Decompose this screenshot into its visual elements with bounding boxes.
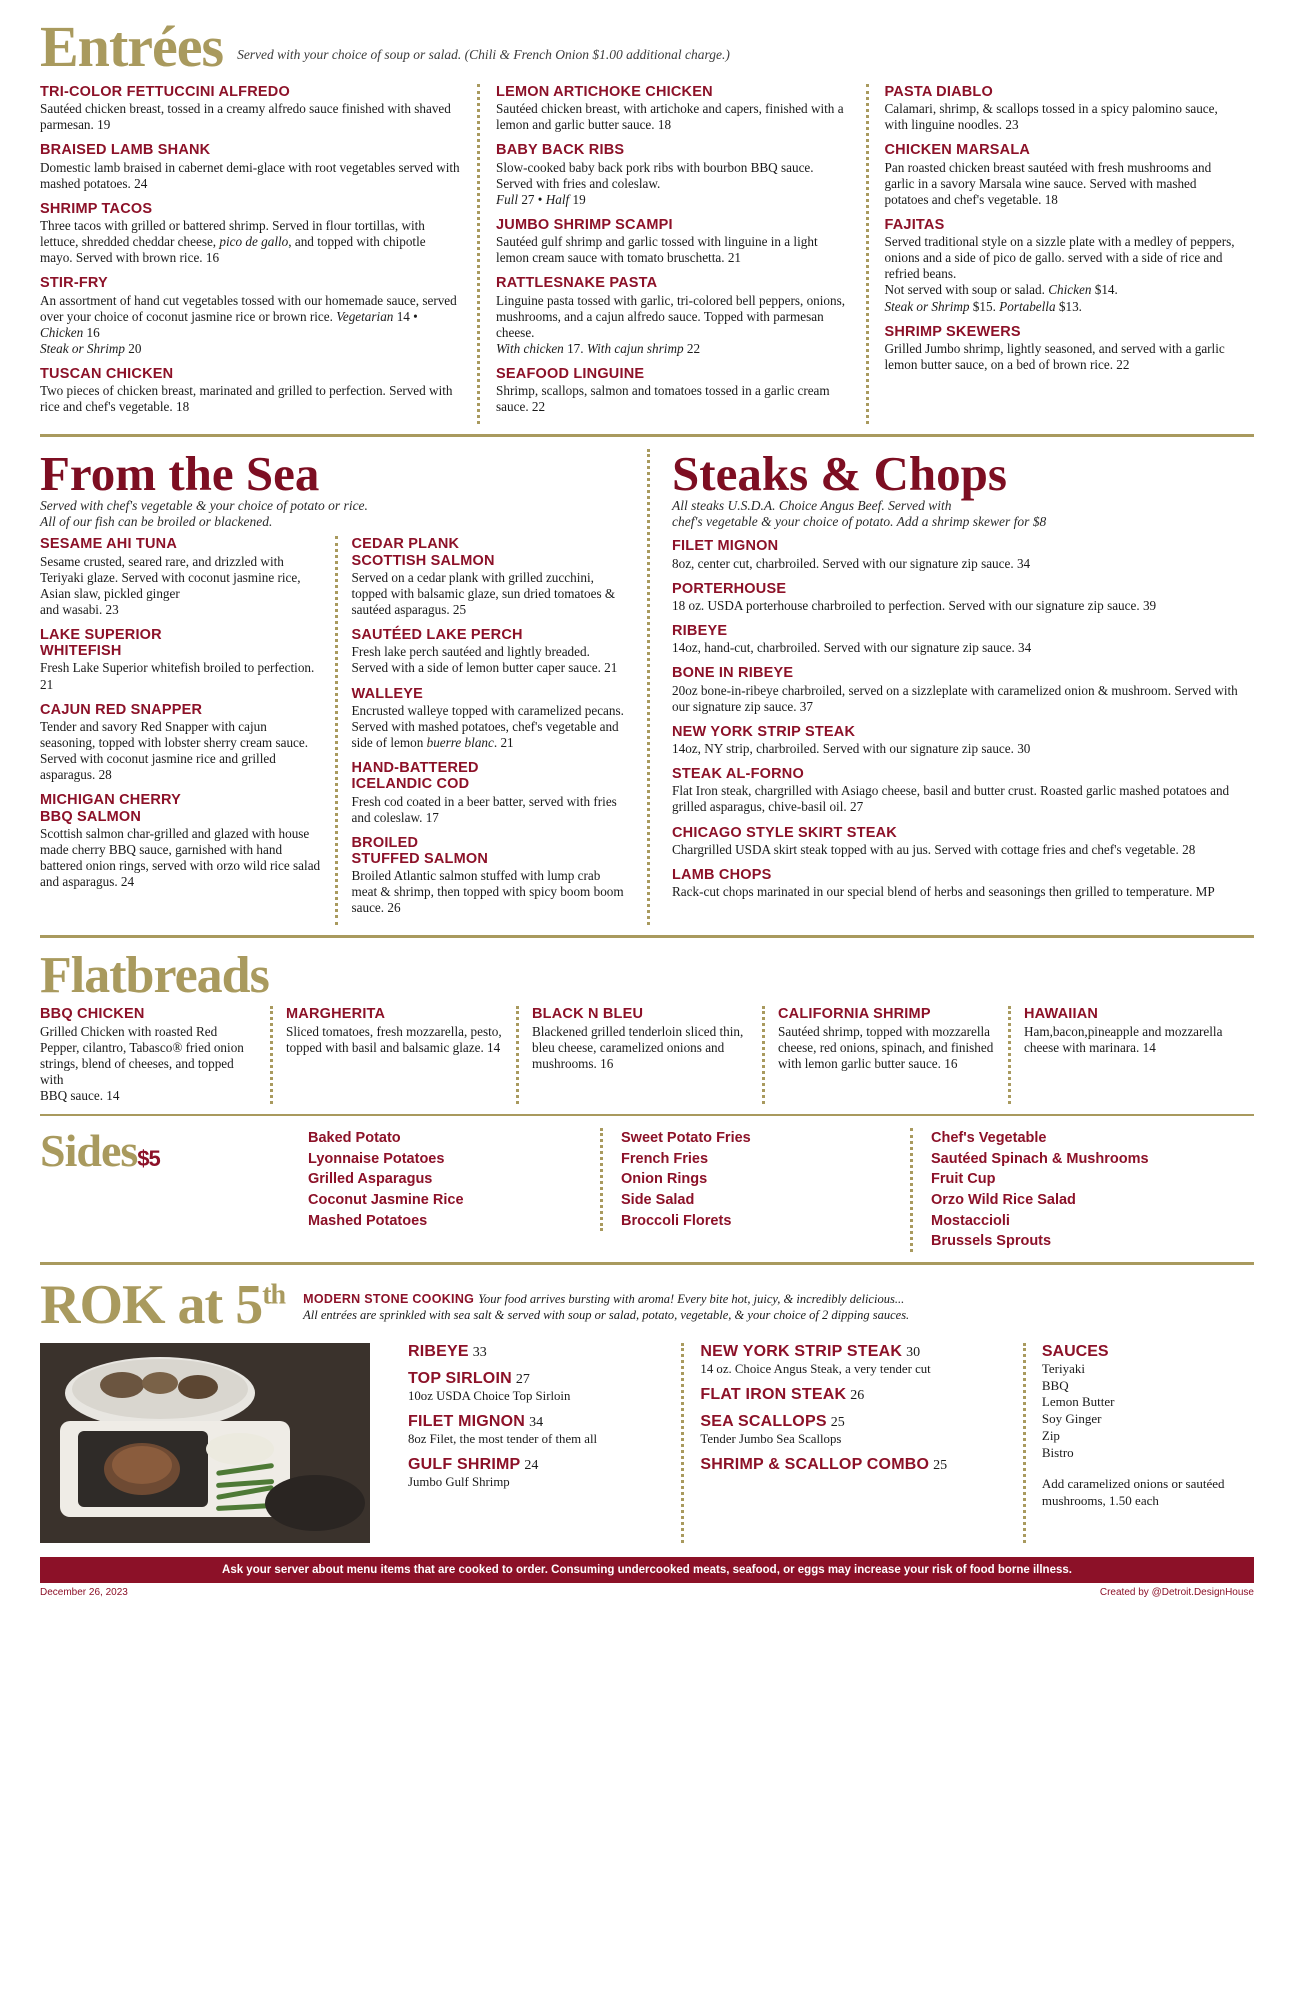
menu-item — [672, 581, 1254, 614]
item-name: BRAISED LAMB SHANK — [40, 142, 211, 159]
menu-item — [885, 217, 1238, 315]
flatbreads-title: Flatbreads — [40, 947, 269, 1005]
menu-item — [40, 536, 321, 618]
menu-item — [672, 665, 1254, 714]
rok-note-italic-2: All entrées are sprinkled with sea salt & served with soup or salad, potato, vegetable, & your choice of 2 dipping sauces. — [303, 1307, 910, 1322]
item-desc: Blackened grilled tenderloin sliced thin, bleu cheese, caramelized onions and mushrooms. 16 — [532, 1023, 744, 1071]
flatbread-column — [40, 1006, 270, 1104]
side-item: Grilled Asparagus — [308, 1171, 433, 1188]
sauce-item: BBQ — [1041, 1377, 1069, 1393]
item-name: SHRIMP TACOS — [40, 200, 153, 217]
item-desc: Domestic lamb braised in cabernet demi-glace with root vegetables served with mashed potatoes. 24 — [40, 159, 460, 191]
rok-item — [408, 1456, 665, 1490]
item-name: BLACK N BLEU — [532, 1006, 644, 1023]
sauce-item: Bistro — [1041, 1445, 1074, 1461]
item-name: RIBEYE — [672, 623, 728, 640]
item-name: TRI-COLOR FETTUCCINI ALFREDO — [40, 84, 290, 100]
item-desc: Pan roasted chicken breast sautéed with fresh mushrooms and garlic in a savory Marsala wine sauce. Served with mashed potatoes and chef's vegetable. 18 — [884, 159, 1212, 207]
item-name: STEAK AL-FORNO — [672, 766, 804, 783]
item-name: NEW YORK STRIP STEAK — [700, 1342, 903, 1360]
divider — [40, 935, 1254, 938]
item-desc: Scottish salmon char-grilled and glazed with house made cherry BBQ sauce, garnished with hand battered onion rings, served with orzo wild rice salad and asparagus. 24 — [40, 825, 321, 890]
item-name: SAUTÉED LAKE PERCH — [351, 627, 523, 644]
item-price: 33 — [472, 1344, 487, 1360]
section-steaks-chops — [647, 446, 1254, 925]
item-name: FAJITAS — [884, 216, 945, 233]
item-desc: Grilled Jumbo shrimp, lightly seasoned, and served with a garlic lemon butter sauce, on a bed of brown rice. 22 — [884, 340, 1225, 372]
rok-item — [408, 1343, 665, 1361]
item-desc: Tender Jumbo Sea Scallops — [700, 1432, 842, 1446]
item-desc: Sliced tomatoes, fresh mozzarella, pesto, topped with basil and balsamic glaze. 14 — [286, 1023, 502, 1055]
item-desc: 18 oz. USDA porterhouse charbroiled to perfection. Served with our signature zip sauce. 39 — [672, 597, 1157, 613]
item-desc: Sautéed shrimp, topped with mozzarella cheese, red onions, spinach, and finished with lemon garlic butter sauce. 16 — [778, 1023, 994, 1071]
item-name: TUSCAN CHICKEN — [40, 365, 174, 382]
menu-item — [40, 142, 461, 191]
side-item: Broccoli Florets — [621, 1212, 732, 1229]
item-name: CALIFORNIA SHRIMP — [778, 1006, 931, 1023]
rok-item — [700, 1343, 1006, 1377]
divider — [40, 434, 1254, 437]
menu-item — [672, 825, 1254, 858]
item-desc: Three tacos with grilled or battered shrimp. Served in flour tortillas, with lettuce, shredded cheddar cheese, pico de gallo, and topped with chipotle mayo. Served with brown rice. 16 — [40, 218, 426, 266]
item-name: STIR-FRY — [40, 275, 108, 292]
item-name: LAMB CHOPS — [672, 866, 772, 883]
steaks-chops-title — [672, 446, 1254, 502]
chops-word: Chops — [873, 446, 1007, 502]
entrees-column-2 — [477, 84, 865, 424]
from-the-sea-note-1: Served with chef's vegetable & your choice of potato or rice. — [40, 498, 368, 514]
menu-item — [496, 84, 849, 133]
rok-item — [700, 1413, 1006, 1447]
item-name: NEW YORK STRIP STEAK — [672, 723, 856, 740]
item-desc: Jumbo Gulf Shrimp — [408, 1475, 510, 1490]
sides-column-2 — [600, 1128, 910, 1231]
side-item: Brussels Sprouts — [931, 1233, 1052, 1250]
rok-note-bold: MODERN STONE COOKING — [303, 1291, 475, 1306]
divider — [40, 1114, 1254, 1116]
item-desc: 8oz, center cut, charbroiled. Served with our signature zip sauce. 34 — [672, 555, 1031, 571]
side-item: Baked Potato — [308, 1130, 401, 1147]
side-item: Side Salad — [621, 1191, 695, 1208]
item-desc: Shrimp, scallops, salmon and tomatoes tossed in a garlic cream sauce. 22 — [496, 383, 830, 415]
item-desc: Served traditional style on a sizzle plate with a medley of peppers, onions and a side of pico de gallo. served with a side of rice and refried beans. Not served with soup or salad. Chicken $14. Steak or Shrimp $15. Portabella $13. — [884, 234, 1235, 314]
menu-item — [885, 142, 1238, 208]
side-item: Mashed Potatoes — [308, 1212, 428, 1229]
side-item: Sweet Potato Fries — [621, 1130, 751, 1147]
from-the-sea-note-2: All of our fish can be broiled or blackened. — [40, 514, 273, 530]
side-item: Chef's Vegetable — [931, 1130, 1047, 1147]
item-name: BBQ CHICKEN — [40, 1006, 145, 1023]
item-desc: 8oz Filet, the most tender of them all — [408, 1432, 598, 1446]
section-flatbreads — [40, 947, 1254, 1104]
sea-column-1 — [40, 536, 335, 925]
item-price: 25 — [933, 1458, 948, 1474]
sauces-title: SAUCES — [1041, 1342, 1109, 1360]
entrees-title: Entrées — [40, 14, 224, 79]
sides-column-1 — [290, 1128, 600, 1231]
flatbread-column — [762, 1006, 1008, 1104]
item-name: TOP SIRLOIN — [408, 1369, 512, 1387]
menu-item — [672, 766, 1254, 815]
flatbread-column — [270, 1006, 516, 1104]
sides-title — [40, 1125, 290, 1177]
item-name: MICHIGAN CHERRY BBQ SALMON — [40, 792, 182, 825]
steaks-list — [672, 538, 1254, 900]
item-desc: Broiled Atlantic salmon stuffed with lump crab meat & shrimp, then topped with spicy boom boom sauce. 26 — [351, 868, 624, 916]
footer-date: December 26, 2023 — [40, 1586, 128, 1598]
item-name: LEMON ARTICHOKE CHICKEN — [496, 84, 713, 100]
rok-note-italic-1: Your food arrives bursting with aroma! Every bite hot, juicy, & incredibly delicious... — [478, 1291, 905, 1306]
menu-item — [352, 536, 630, 618]
footer — [40, 1583, 1254, 1608]
side-item: Onion Rings — [621, 1171, 708, 1188]
item-desc: Rack-cut chops marinated in our special blend of herbs and seasonings then grilled to temperature. MP — [672, 884, 1215, 900]
sauce-item: Zip — [1041, 1428, 1060, 1444]
food-safety-warning: Ask your server about menu items that are cooked to order. Consuming undercooked meats, seafood, or eggs may increase your risk of food borne illness. — [40, 1557, 1254, 1583]
item-desc: Fresh lake perch sautéed and lightly breaded. Served with a side of lemon butter caper sauce. 21 — [351, 644, 618, 676]
rok-item — [700, 1386, 1006, 1404]
item-desc: Linguine pasta tossed with garlic, tri-colored bell peppers, onions, mushrooms, and a cajun alfredo sauce. Topped with parmesan cheese. With chicken 17. With cajun shrimp 22 — [496, 292, 846, 356]
footer-credit: Created by @Detroit.DesignHouse — [1099, 1586, 1254, 1598]
item-price: 30 — [906, 1344, 921, 1360]
menu-item — [352, 835, 630, 917]
item-desc: An assortment of hand cut vegetables tossed with our homemade sauce, served over your choice of coconut jasmine rice or brown rice. Vegetarian 14 • Chicken 16 Steak or Shrimp 20 — [40, 292, 457, 356]
menu-item — [40, 275, 461, 357]
menu-item — [40, 84, 461, 133]
divider — [40, 1262, 1254, 1265]
steaks-note-2: chef's vegetable & your choice of potato. Add a shrimp skewer for $8 — [672, 514, 1047, 530]
item-price: 26 — [850, 1388, 865, 1403]
item-name: CEDAR PLANK SCOTTISH SALMON — [351, 536, 495, 569]
menu-item — [352, 627, 630, 676]
rok-sauces-column — [1023, 1343, 1254, 1543]
item-desc: Tender and savory Red Snapper with cajun seasoning, topped with lobster sherry cream sauce. Served with coconut jasmine rice and grilled asparagus. 28 — [40, 718, 309, 783]
menu-item — [40, 627, 321, 693]
item-desc: Sautéed chicken breast, with artichoke and capers, finished with a lemon and garlic butter sauce. 18 — [496, 101, 844, 133]
sea-column-2 — [335, 536, 630, 925]
item-name: RATTLESNAKE PASTA — [496, 275, 658, 292]
menu-item — [40, 702, 321, 784]
menu-item — [672, 623, 1254, 656]
item-name: RIBEYE — [408, 1342, 469, 1360]
rok-title-text: ROK at 5 — [40, 1273, 263, 1336]
rok-item — [408, 1370, 665, 1404]
menu-item — [40, 366, 461, 415]
entrees-column-1 — [40, 84, 477, 424]
item-name: BROILED STUFFED SALMON — [351, 834, 489, 867]
sauce-item: Lemon Butter — [1041, 1394, 1115, 1410]
section-rok-at-5th — [40, 1273, 1254, 1543]
menu-item — [40, 201, 461, 267]
item-name: LAKE SUPERIOR WHITEFISH — [40, 627, 162, 660]
item-name: CAJUN RED SNAPPER — [40, 701, 203, 718]
item-desc: Fresh Lake Superior whitefish broiled to perfection. 21 — [40, 660, 315, 692]
item-desc: 20oz bone-in-ribeye charbroiled, served on a sizzleplate with caramelized onion & mushroom. Served with our signature zip sauce. 37 — [672, 682, 1238, 714]
rok-column-2 — [681, 1343, 1022, 1543]
menu-item — [40, 792, 321, 890]
item-price: 25 — [830, 1415, 845, 1430]
item-desc: Fresh cod coated in a beer batter, served with fries and coleslaw. 17 — [351, 793, 617, 825]
item-desc: Served on a cedar plank with grilled zucchini, topped with balsamic glaze, sun dried tomatoes & sautéed asparagus. 25 — [351, 569, 616, 618]
section-from-the-sea — [40, 446, 647, 925]
sides-title-text: Sides — [40, 1125, 138, 1177]
menu-item — [885, 324, 1238, 373]
sides-price: $5 — [137, 1146, 160, 1172]
sauce-item: Soy Ginger — [1041, 1411, 1102, 1427]
item-name: FILET MIGNON — [408, 1413, 526, 1430]
item-desc: Sautéed chicken breast, tossed in a creamy alfredo sauce finished with shaved parmesan. 19 — [40, 101, 451, 133]
menu-item — [672, 724, 1254, 757]
menu-item — [496, 142, 849, 208]
rok-item — [700, 1456, 1006, 1474]
item-name: CHICAGO STYLE SKIRT STEAK — [672, 824, 897, 841]
steaks-note-1: All steaks U.S.D.A. Choice Angus Beef. Served with — [672, 498, 952, 514]
item-name: SESAME AHI TUNA — [40, 536, 177, 553]
sauce-item: Teriyaki — [1041, 1360, 1086, 1376]
section-sides — [40, 1125, 1254, 1251]
item-price: 24 — [524, 1458, 539, 1474]
item-desc: Flat Iron steak, chargrilled with Asiago cheese, basil and butter crust. Roasted garlic mashed potatoes and grilled asparagus, chive-basil oil. 27 — [672, 783, 1230, 815]
side-item: Sautéed Spinach & Mushrooms — [931, 1150, 1149, 1167]
item-name: SEA SCALLOPS — [700, 1413, 827, 1430]
item-desc: 14oz, hand-cut, charbroiled. Served with our signature zip sauce. 34 — [672, 640, 1032, 656]
item-desc: 10oz USDA Choice Top Sirloin — [408, 1388, 571, 1403]
item-name: BONE IN RIBEYE — [672, 665, 794, 682]
flatbread-column — [1008, 1006, 1254, 1104]
menu-item — [885, 84, 1238, 133]
item-name: HAND-BATTERED ICELANDIC COD — [351, 760, 479, 793]
item-name: JUMBO SHRIMP SCAMPI — [496, 216, 673, 233]
item-name: PASTA DIABLO — [884, 84, 993, 100]
menu-item — [352, 760, 630, 826]
flatbread-column — [516, 1006, 762, 1104]
item-desc: Slow-cooked baby back pork ribs with bourbon BBQ sauce. Served with fries and coleslaw. Full 27 • Half 19 — [496, 159, 814, 207]
item-desc: Two pieces of chicken breast, marinated and grilled to perfection. Served with rice and chef's vegetable. 18 — [40, 383, 453, 415]
menu-item — [672, 538, 1254, 571]
item-desc: Encrusted walleye topped with caramelized pecans. Served with mashed potatoes, chef's vegetable and side of lemon buerre blanc. 21 — [351, 702, 624, 750]
rok-title-sup: th — [262, 1279, 286, 1310]
item-desc: Grilled Chicken with roasted Red Pepper, cilantro, Tabasco® fried onion strings, blend of cheeses, and topped with BBQ sauce. 14 — [40, 1023, 244, 1104]
ampersand: & — [820, 446, 862, 502]
item-name: BABY BACK RIBS — [496, 142, 625, 159]
side-item: Lyonnaise Potatoes — [308, 1150, 445, 1167]
rok-notes — [303, 1290, 909, 1333]
side-item: French Fries — [621, 1150, 709, 1167]
rok-item — [408, 1413, 665, 1447]
item-name: SEAFOOD LINGUINE — [496, 365, 645, 382]
side-item: Mostaccioli — [931, 1212, 1010, 1229]
rok-column-1 — [392, 1343, 681, 1543]
menu-item — [352, 686, 630, 752]
item-name: SHRIMP & SCALLOP COMBO — [700, 1456, 930, 1474]
entrees-column-3 — [866, 84, 1254, 424]
menu-item — [672, 867, 1254, 900]
item-name: FLAT IRON STEAK — [700, 1386, 847, 1403]
section-entrees — [40, 14, 1254, 424]
item-desc: 14oz, NY strip, charbroiled. Served with our signature zip sauce. 30 — [672, 741, 1031, 757]
sides-column-3 — [910, 1128, 1250, 1251]
item-desc: Sesame crusted, seared rare, and drizzled with Teriyaki glaze. Served with coconut jasmine rice, Asian slaw, pickled ginger and wasabi. 23 — [40, 553, 301, 617]
item-desc: Ham,bacon,pineapple and mozzarella cheese with marinara. 14 — [1024, 1023, 1223, 1055]
item-name: PORTERHOUSE — [672, 580, 787, 597]
rok-title — [40, 1273, 286, 1336]
item-desc: Sautéed gulf shrimp and garlic tossed with linguine in a light lemon cream sauce with tomato bruschetta. 21 — [496, 234, 818, 266]
side-item: Coconut Jasmine Rice — [308, 1191, 464, 1208]
sauces-addon: Add caramelized onions or sautéed mushrooms, 1.50 each — [1041, 1476, 1225, 1508]
menu-item — [496, 366, 849, 415]
section-sea-steaks — [40, 446, 1254, 925]
rok-dish-illustration — [40, 1343, 370, 1543]
item-desc: 14 oz. Choice Angus Steak, a very tender cut — [700, 1361, 931, 1376]
item-name: FILET MIGNON — [672, 538, 779, 555]
item-name: CHICKEN MARSALA — [884, 142, 1031, 159]
menu-item — [496, 217, 849, 266]
item-price: 27 — [515, 1371, 530, 1387]
item-name: WALLEYE — [351, 685, 423, 702]
item-name: GULF SHRIMP — [408, 1456, 521, 1474]
from-the-sea-title: From the Sea — [40, 446, 320, 502]
menu-item — [496, 275, 849, 357]
item-name: HAWAIIAN — [1024, 1006, 1099, 1023]
side-item: Orzo Wild Rice Salad — [931, 1191, 1076, 1208]
item-desc: Calamari, shrimp, & scallops tossed in a spicy palomino sauce, with linguine noodles. 23 — [884, 101, 1218, 133]
steaks-word: Steaks — [672, 446, 809, 502]
item-name: SHRIMP SKEWERS — [884, 323, 1021, 340]
rok-stone-dish-photo — [40, 1343, 370, 1543]
item-desc: Chargrilled USDA skirt steak topped with au jus. Served with cottage fries and chef's vegetable. 28 — [672, 841, 1196, 857]
side-item: Fruit Cup — [931, 1171, 996, 1188]
item-price: 34 — [529, 1415, 544, 1430]
item-name: MARGHERITA — [286, 1006, 386, 1023]
entrees-note: Served with your choice of soup or salad. (Chili & French Onion $1.00 additional charge.) — [237, 47, 730, 62]
